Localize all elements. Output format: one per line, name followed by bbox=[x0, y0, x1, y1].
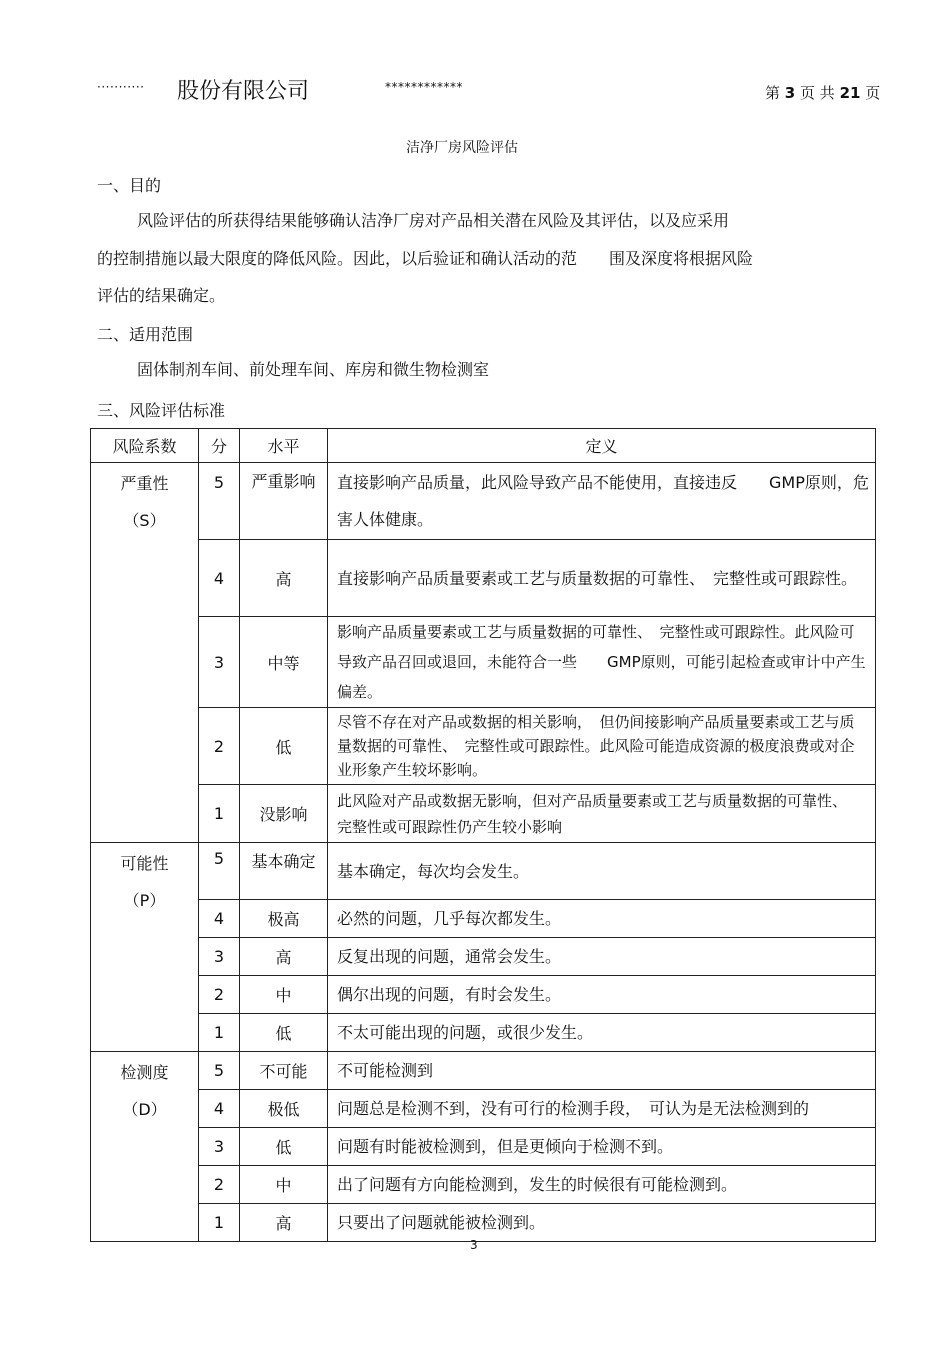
table-row bbox=[91, 617, 876, 708]
level-cell: 基本确定 bbox=[240, 843, 328, 900]
score-cell: 5 bbox=[199, 1052, 240, 1090]
level-cell: 低 bbox=[240, 708, 328, 785]
purpose-line-2: 的控制措施以最大限度的降低风险。因此，以后验证和确认活动的范 围及深度将根据风险 bbox=[97, 249, 754, 268]
table-row bbox=[91, 1052, 876, 1090]
definition-cell: 尽管不存在对产品或数据的相关影响， 但仍间接影响产品质量要素或工艺与质量数据的可靠性、 完整性或可跟踪性。此风险可能造成资源的极度浪费或对企业形象产生较坏影响。 bbox=[328, 708, 876, 785]
table-row bbox=[91, 1090, 876, 1128]
section-heading-purpose: 一、目的 bbox=[97, 176, 162, 195]
score-cell: 5 bbox=[199, 843, 240, 900]
table-row bbox=[91, 708, 876, 785]
definition-cell: 不可能检测到 bbox=[328, 1052, 876, 1090]
table-header-row bbox=[91, 429, 876, 463]
score-cell: 3 bbox=[199, 617, 240, 708]
purpose-line-1: 风险评估的所获得结果能够确认洁净厂房对产品相关潜在风险及其评估，以及应采用 bbox=[137, 211, 730, 230]
table-row bbox=[91, 938, 876, 976]
definition-cell: 偶尔出现的问题，有时会发生。 bbox=[328, 976, 876, 1014]
score-cell: 3 bbox=[199, 938, 240, 976]
header-factor: 风险系数 bbox=[91, 429, 199, 463]
score-cell: 2 bbox=[199, 708, 240, 785]
score-cell: 4 bbox=[199, 1090, 240, 1128]
factor-severity bbox=[91, 463, 199, 843]
header-level: 水平 bbox=[240, 429, 328, 463]
table-row bbox=[91, 1128, 876, 1166]
scope-text: 固体制剂车间、前处理车间、库房和微生物检测室 bbox=[137, 360, 490, 379]
factor-abbr: （P） bbox=[123, 891, 166, 910]
level-cell: 中 bbox=[240, 1166, 328, 1204]
definition-cell: 出了问题有方向能检测到，发生的时候很有可能检测到。 bbox=[328, 1166, 876, 1204]
definition-cell: 必然的问题，几乎每次都发生。 bbox=[328, 900, 876, 938]
table-row bbox=[91, 1014, 876, 1052]
page-current: 3 bbox=[784, 84, 796, 102]
definition-cell: 问题总是检测不到，没有可行的检测手段， 可认为是无法检测到的 bbox=[328, 1090, 876, 1128]
table-row bbox=[91, 1204, 876, 1242]
table-row bbox=[91, 540, 876, 617]
section-heading-scope: 二、适用范围 bbox=[97, 325, 194, 344]
definition-cell: 问题有时能被检测到，但是更倾向于检测不到。 bbox=[328, 1128, 876, 1166]
page-label-post: 页 bbox=[865, 84, 881, 102]
definition-cell: 此风险对产品或数据无影响，但对产品质量要素或工艺与质量数据的可靠性、 完整性或可跟踪性仍产生较小影响 bbox=[328, 785, 876, 843]
level-cell: 极低 bbox=[240, 1090, 328, 1128]
risk-criteria-table bbox=[90, 428, 876, 1242]
score-cell: 1 bbox=[199, 1014, 240, 1052]
level-cell: 高 bbox=[240, 1204, 328, 1242]
purpose-line-3: 评估的结果确定。 bbox=[97, 286, 226, 305]
page-label-pre: 第 bbox=[765, 84, 781, 102]
document-title: 洁净厂房风险评估 bbox=[406, 140, 518, 156]
header-score: 分 bbox=[199, 429, 240, 463]
score-cell: 2 bbox=[199, 1166, 240, 1204]
level-cell: 低 bbox=[240, 1014, 328, 1052]
factor-probability bbox=[91, 843, 199, 1052]
definition-cell: 基本确定，每次均会发生。 bbox=[328, 843, 876, 900]
level-cell: 中 bbox=[240, 976, 328, 1014]
factor-name: 检测度 bbox=[120, 1063, 169, 1082]
definition-cell: 不太可能出现的问题，或很少发生。 bbox=[328, 1014, 876, 1052]
score-cell: 1 bbox=[199, 1204, 240, 1242]
header-dots-left: ··········· bbox=[97, 80, 145, 94]
score-cell: 5 bbox=[199, 463, 240, 540]
page-indicator bbox=[765, 82, 880, 103]
factor-detectability bbox=[91, 1052, 199, 1242]
level-cell: 极高 bbox=[240, 900, 328, 938]
factor-abbr: （S） bbox=[123, 511, 166, 530]
score-cell: 4 bbox=[199, 900, 240, 938]
table-row bbox=[91, 843, 876, 900]
score-cell: 4 bbox=[199, 540, 240, 617]
level-cell: 严重影响 bbox=[240, 463, 328, 540]
score-cell: 2 bbox=[199, 976, 240, 1014]
level-cell: 中等 bbox=[240, 617, 328, 708]
table-row bbox=[91, 785, 876, 843]
table-row bbox=[91, 976, 876, 1014]
header-definition: 定义 bbox=[328, 429, 876, 463]
company-name: 股份有限公司 bbox=[177, 79, 310, 104]
definition-cell: 影响产品质量要素或工艺与质量数据的可靠性、 完整性或可跟踪性。此风险可导致产品召回或退回，未能符合一些 GMP原则，可能引起检查或审计中产生偏差。 bbox=[328, 617, 876, 708]
level-cell: 没影响 bbox=[240, 785, 328, 843]
level-cell: 高 bbox=[240, 540, 328, 617]
table-row bbox=[91, 900, 876, 938]
factor-name: 严重性 bbox=[120, 474, 169, 493]
definition-cell: 直接影响产品质量要素或工艺与质量数据的可靠性、 完整性或可跟踪性。 bbox=[328, 540, 876, 617]
section-heading-criteria: 三、风险评估标准 bbox=[97, 401, 226, 420]
level-cell: 低 bbox=[240, 1128, 328, 1166]
definition-cell: 只要出了问题就能被检测到。 bbox=[328, 1204, 876, 1242]
score-cell: 1 bbox=[199, 785, 240, 843]
table-row bbox=[91, 463, 876, 540]
definition-cell: 直接影响产品质量，此风险导致产品不能使用，直接违反 GMP原则，危害人体健康。 bbox=[328, 463, 876, 540]
factor-abbr: （D） bbox=[122, 1100, 167, 1119]
table-row bbox=[91, 1166, 876, 1204]
footer-page-number: 3 bbox=[470, 1238, 478, 1252]
score-cell: 3 bbox=[199, 1128, 240, 1166]
header-dots-right: ************ bbox=[385, 80, 463, 94]
level-cell: 不可能 bbox=[240, 1052, 328, 1090]
definition-cell: 反复出现的问题，通常会发生。 bbox=[328, 938, 876, 976]
level-cell: 高 bbox=[240, 938, 328, 976]
page-total: 21 bbox=[839, 84, 861, 102]
factor-name: 可能性 bbox=[120, 854, 169, 873]
page-label-mid: 页 共 bbox=[800, 84, 835, 102]
